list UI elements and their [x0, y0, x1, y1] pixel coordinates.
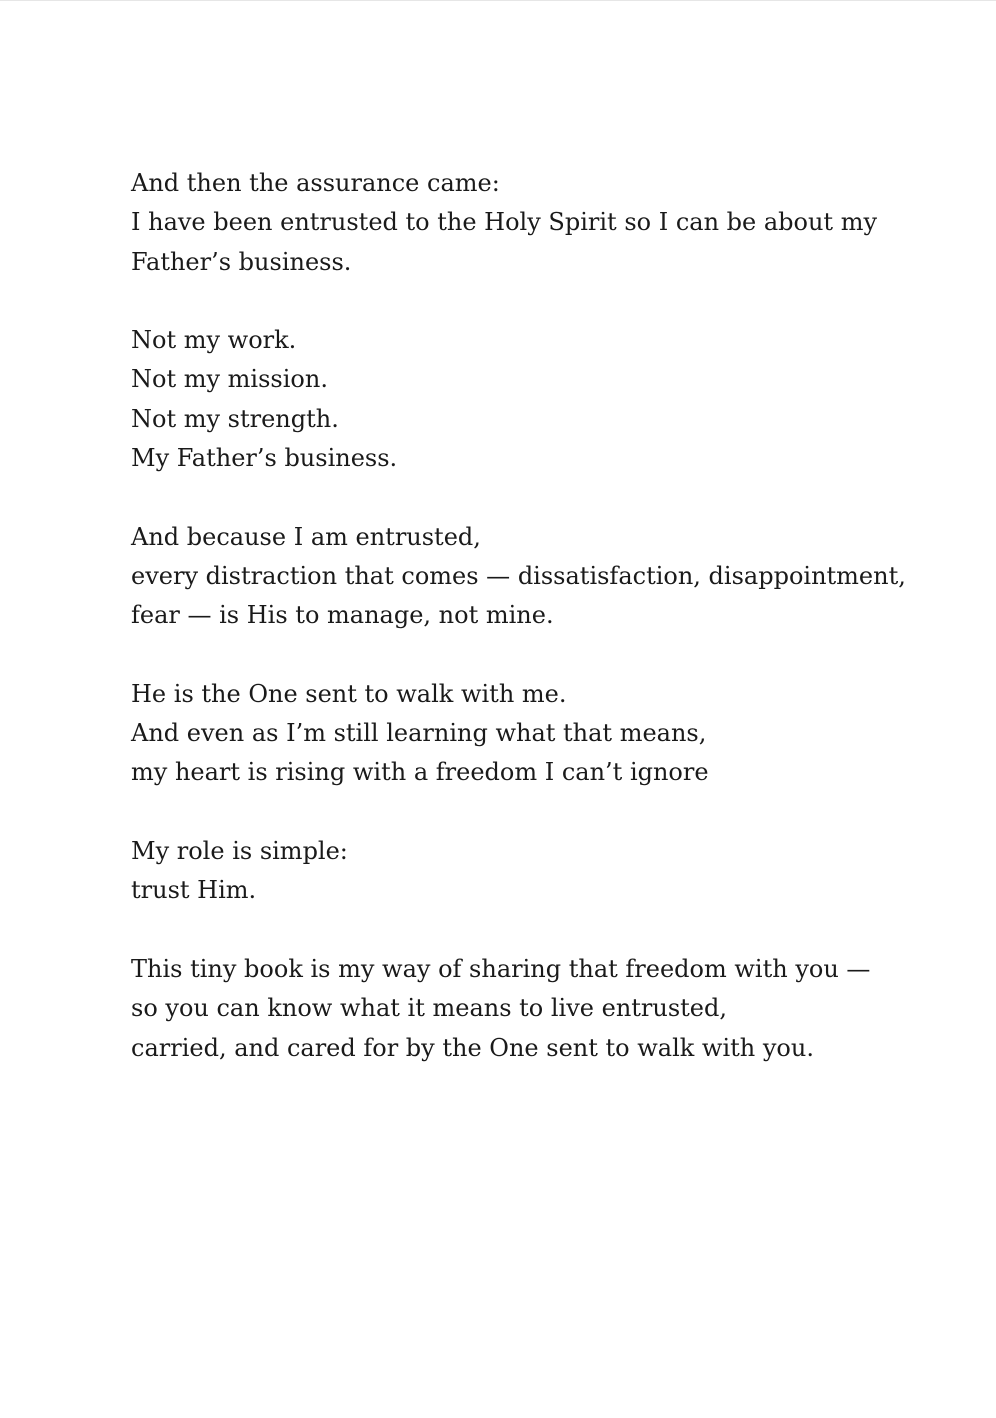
stanza-entrusted	[131, 518, 906, 636]
body-text	[131, 164, 906, 1107]
text-line: Not my work.	[131, 326, 297, 355]
text-line: my heart is rising with a freedom I can’t ignore	[131, 758, 709, 787]
text-line: This tiny book is my way of sharing that freedom with you —	[131, 954, 871, 983]
text-line: Not my mission.	[131, 365, 328, 394]
stanza-not-my-work	[131, 321, 891, 478]
text-line: fear — is His to manage, not mine.	[131, 601, 554, 630]
text-line: Father’s business.	[131, 247, 352, 276]
stanza-my-role	[131, 832, 891, 911]
text-line: And because I am entrusted,	[131, 522, 481, 551]
text-line: every distraction that comes — dissatisfaction, disappointment,	[131, 561, 906, 590]
text-line: trust Him.	[131, 876, 257, 905]
text-line: carried, and cared for by the One sent to walk with you.	[131, 1033, 814, 1062]
stanza-assurance	[131, 164, 891, 282]
text-line: I have been entrusted to the Holy Spirit so I can be about my	[131, 208, 878, 237]
text-line: He is the One sent to walk with me.	[131, 679, 567, 708]
stanza-the-one-sent	[131, 675, 891, 793]
text-line: And even as I’m still learning what that means,	[131, 719, 707, 748]
text-line: My Father’s business.	[131, 444, 398, 473]
text-line: My role is simple:	[131, 837, 348, 866]
text-line: And then the assurance came:	[131, 169, 500, 197]
text-line: so you can know what it means to live entrusted,	[131, 994, 728, 1023]
stanza-tiny-book	[131, 950, 891, 1068]
text-line: Not my strength.	[131, 404, 339, 433]
